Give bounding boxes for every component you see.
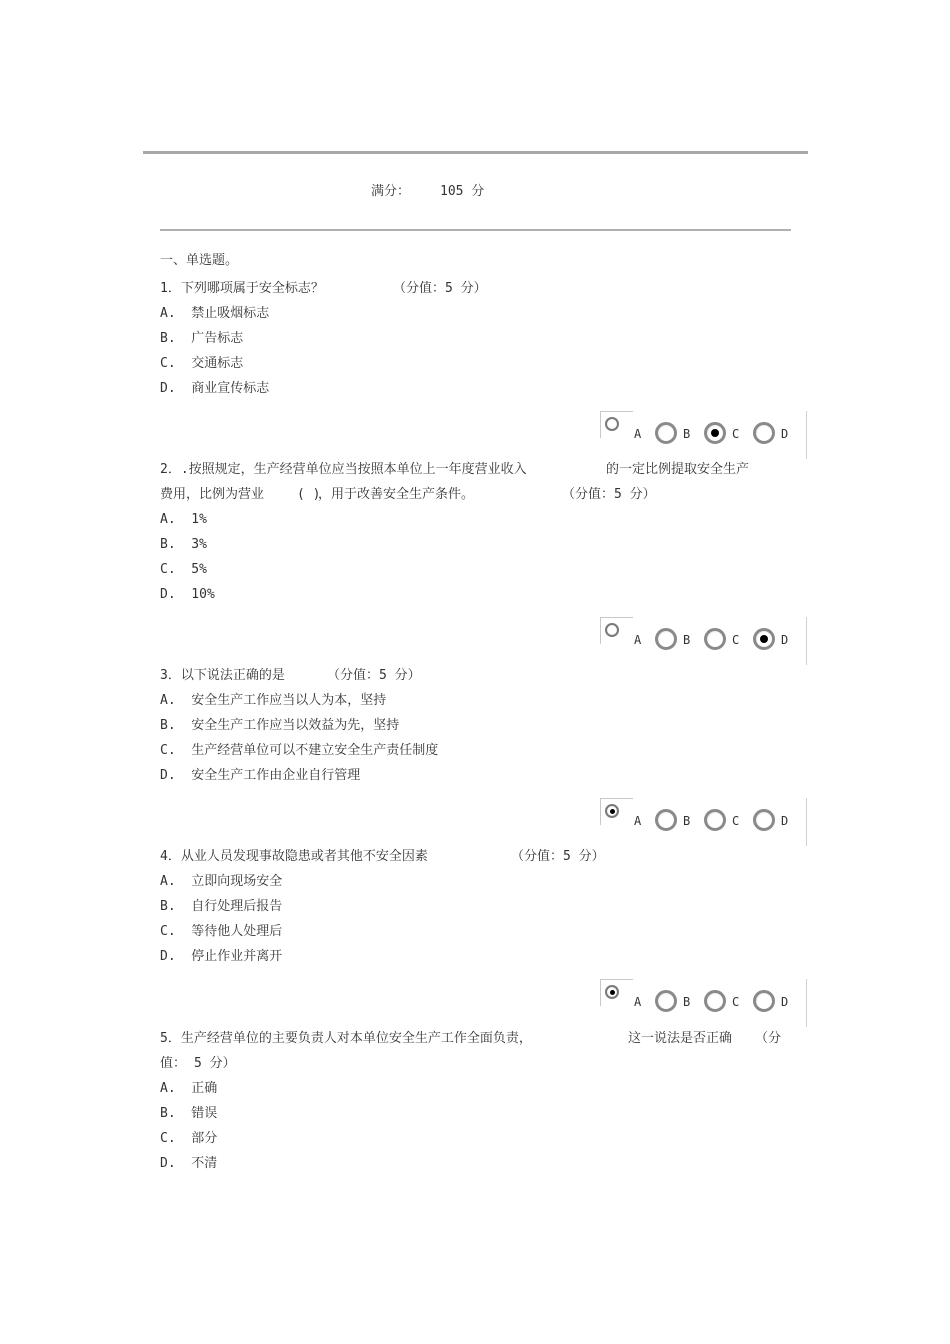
radio-label-d: D bbox=[781, 427, 789, 441]
question-2-option-a: A. 1% bbox=[160, 512, 207, 527]
radio-label-d: D bbox=[781, 814, 789, 828]
radio-label-b: B bbox=[683, 814, 691, 828]
question-4-option-a: A. 立即向现场安全 bbox=[160, 874, 283, 889]
radio-label-b: B bbox=[683, 427, 691, 441]
radio-label-a: A bbox=[634, 814, 642, 828]
question-4-radio-a[interactable] bbox=[605, 985, 619, 999]
question-1-radio-a[interactable] bbox=[605, 417, 619, 431]
question-1-option-d: D. 商业宣传标志 bbox=[160, 381, 270, 396]
question-2-score: （分值：5 分） bbox=[562, 487, 656, 502]
question-1-title: 1．下列哪项属于安全标志？ bbox=[160, 281, 324, 296]
question-1-option-b: B. 广告标志 bbox=[160, 331, 244, 346]
question-2-title-line1-tail: 的一定比例提取安全生产 bbox=[606, 462, 750, 477]
question-2-radio-c[interactable] bbox=[704, 628, 726, 650]
question-3-option-a: A. 安全生产工作应当以人为本，坚持 bbox=[160, 693, 387, 708]
question-1-radio-c[interactable] bbox=[704, 422, 726, 444]
radio-label-b: B bbox=[683, 995, 691, 1009]
question-5-option-b: B. 错误 bbox=[160, 1106, 218, 1121]
question-3-answer-group bbox=[600, 798, 810, 846]
question-5-title-line2: 值： bbox=[160, 1056, 187, 1071]
question-2-option-d: D. 10% bbox=[160, 587, 215, 602]
radio-label-c: C bbox=[732, 995, 740, 1009]
question-2-title-line2: 费用，比例为营业 bbox=[160, 487, 265, 502]
radio-label-a: A bbox=[634, 427, 642, 441]
question-4-radio-d[interactable] bbox=[753, 990, 775, 1012]
question-4-title: 4．从业人员发现事故隐患或者其他不安全因素 bbox=[160, 849, 428, 864]
radio-label-d: D bbox=[781, 995, 789, 1009]
question-2-title-line1: 2．.按照规定，生产经营单位应当按照本单位上一年度营业收入 bbox=[160, 462, 527, 477]
question-5-option-d: D. 不清 bbox=[160, 1156, 218, 1171]
question-4-radio-c[interactable] bbox=[704, 990, 726, 1012]
question-5-title: 5．生产经营单位的主要负责人对本单位安全生产工作全面负责， bbox=[160, 1031, 532, 1046]
question-4-option-b: B. 自行处理后报告 bbox=[160, 899, 283, 914]
radio-label-a: A bbox=[634, 995, 642, 1009]
radio-label-d: D bbox=[781, 633, 789, 647]
question-2-radio-d[interactable] bbox=[753, 628, 775, 650]
question-5-title-tail: 这一说法是否正确 bbox=[628, 1031, 733, 1046]
question-1-score: （分值：5 分） bbox=[393, 281, 487, 296]
radio-label-c: C bbox=[732, 427, 740, 441]
question-4-option-d: D. 停止作业并离开 bbox=[160, 949, 283, 964]
question-4-radio-b[interactable] bbox=[655, 990, 677, 1012]
question-5-score: 5 分） bbox=[194, 1056, 236, 1071]
header-rule bbox=[160, 229, 791, 231]
question-5-score-prefix: （分 bbox=[755, 1031, 782, 1046]
question-1-option-a: A. 禁止吸烟标志 bbox=[160, 306, 270, 321]
question-5-option-a: A. 正确 bbox=[160, 1081, 218, 1096]
question-4-answer-group bbox=[600, 979, 810, 1027]
question-3-option-d: D. 安全生产工作由企业自行管理 bbox=[160, 768, 361, 783]
radio-label-c: C bbox=[732, 633, 740, 647]
total-score-value: 105 分 bbox=[440, 184, 485, 199]
question-2-answer-group bbox=[600, 617, 810, 665]
question-2-option-c: C. 5% bbox=[160, 562, 207, 577]
question-3-score: （分值：5 分） bbox=[327, 668, 421, 683]
question-3-radio-d[interactable] bbox=[753, 809, 775, 831]
top-rule bbox=[143, 151, 808, 154]
question-2-radio-b[interactable] bbox=[655, 628, 677, 650]
total-score-label: 满分： bbox=[371, 184, 411, 199]
radio-label-a: A bbox=[634, 633, 642, 647]
question-3-radio-b[interactable] bbox=[655, 809, 677, 831]
question-1-option-c: C. 交通标志 bbox=[160, 356, 244, 371]
question-2-option-b: B. 3% bbox=[160, 537, 207, 552]
question-3-radio-c[interactable] bbox=[704, 809, 726, 831]
radio-label-c: C bbox=[732, 814, 740, 828]
question-2-radio-a[interactable] bbox=[605, 623, 619, 637]
question-3-title: 3．以下说法正确的是 bbox=[160, 668, 285, 683]
question-5-option-c: C. 部分 bbox=[160, 1131, 218, 1146]
radio-label-b: B bbox=[683, 633, 691, 647]
question-1-radio-d[interactable] bbox=[753, 422, 775, 444]
question-3-radio-a[interactable] bbox=[605, 804, 619, 818]
question-2-title-line2-tail: ，用于改善安全生产条件。 bbox=[318, 487, 475, 502]
question-3-option-b: B. 安全生产工作应当以效益为先，坚持 bbox=[160, 718, 400, 733]
question-4-option-c: C. 等待他人处理后 bbox=[160, 924, 283, 939]
question-3-option-c: C. 生产经营单位可以不建立安全生产责任制度 bbox=[160, 743, 439, 758]
question-4-score: （分值：5 分） bbox=[511, 849, 605, 864]
question-1-answer-group bbox=[600, 411, 810, 459]
question-2-blank: ( ) bbox=[297, 487, 321, 502]
section-title: 一、单选题。 bbox=[160, 253, 239, 268]
question-1-radio-b[interactable] bbox=[655, 422, 677, 444]
